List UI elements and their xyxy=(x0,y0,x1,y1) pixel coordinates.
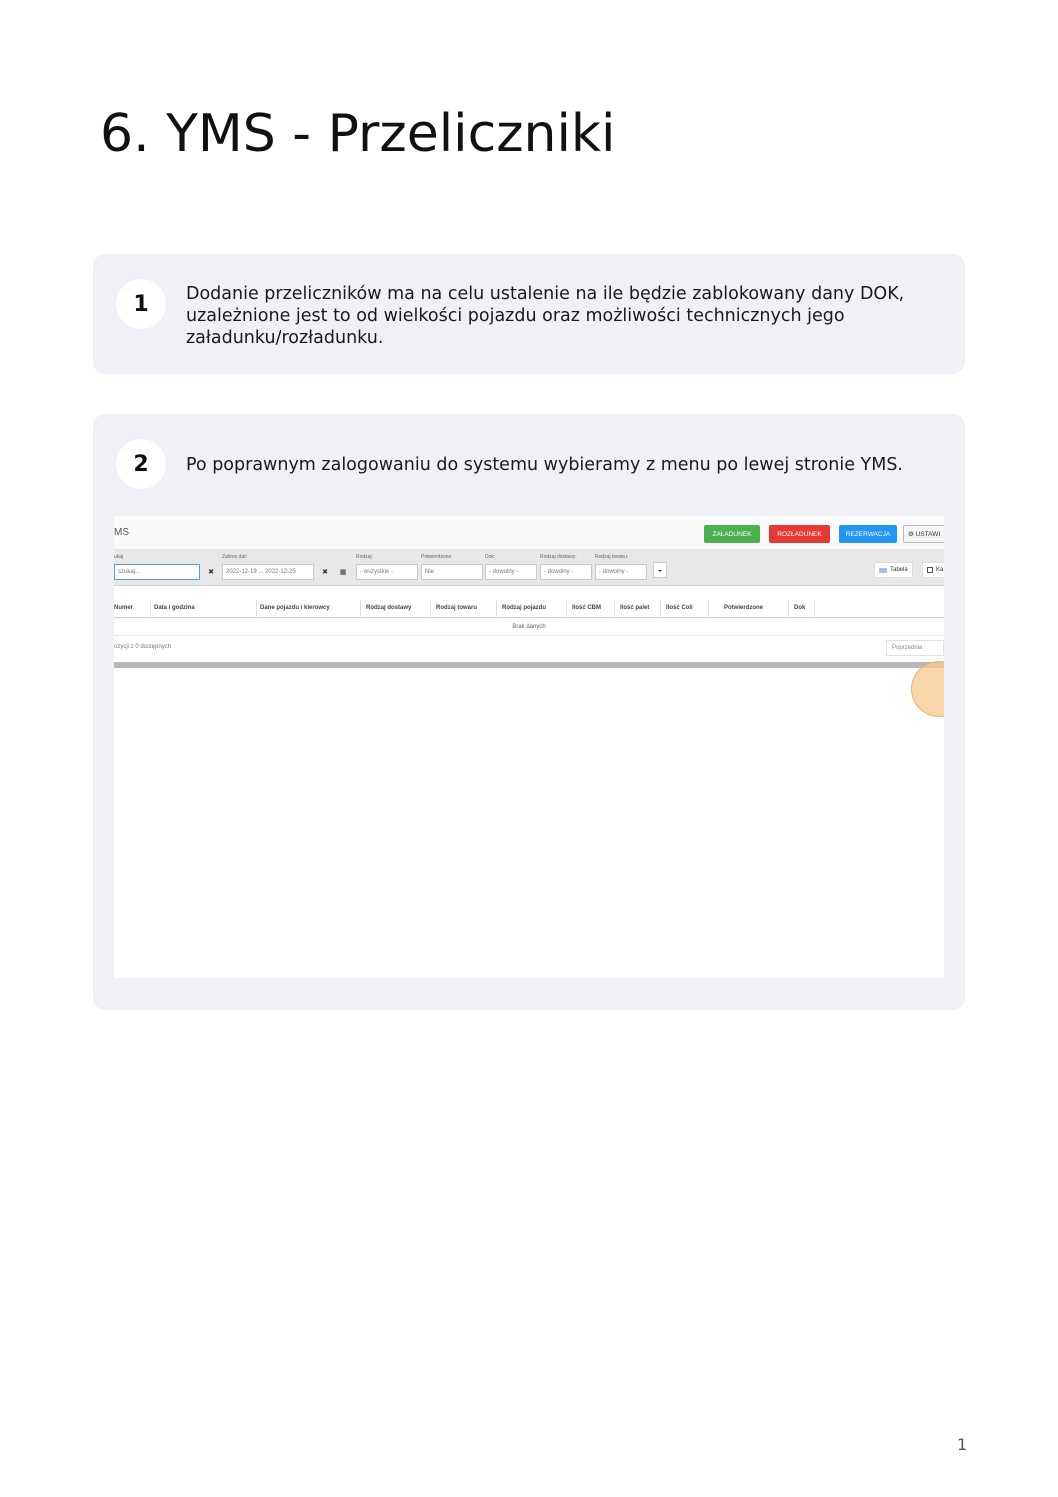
search-label: ukaj xyxy=(114,554,124,560)
goods-type-select[interactable]: - dowolny - xyxy=(595,564,647,580)
calendar-icon[interactable]: ▦ xyxy=(339,569,347,576)
empty-table-message: Brak danych xyxy=(114,618,944,636)
delivery-type-select[interactable]: - dowolny - xyxy=(540,564,592,580)
unloading-button[interactable]: ROZŁADUNEK xyxy=(769,525,830,543)
column-header[interactable]: Ilość CBM xyxy=(572,605,602,611)
view-calendar-label: Ka xyxy=(936,567,944,573)
search-input[interactable]: szukaj... xyxy=(114,564,200,580)
column-header[interactable]: Potwierdzone xyxy=(724,605,764,611)
clear-icon[interactable]: ✖ xyxy=(208,569,214,576)
column-header[interactable]: Ilość Coli xyxy=(666,605,693,611)
column-header[interactable]: Ilość palet xyxy=(620,605,650,611)
column-header[interactable]: Data i godzina xyxy=(154,605,195,611)
app-title: MS xyxy=(114,527,129,538)
step-card-2 xyxy=(93,414,965,1010)
reservation-button[interactable]: REZERWACJA xyxy=(839,525,897,543)
date-range-label: Zakres dat: xyxy=(222,554,248,560)
dock-label: Dok: xyxy=(485,554,496,560)
dock-select[interactable]: - dowolny - xyxy=(485,564,537,580)
column-header[interactable]: Rodzaj towaru xyxy=(436,605,478,611)
view-table-label: Tabela xyxy=(890,567,908,573)
calendar-icon xyxy=(927,567,933,573)
horizontal-scrollbar[interactable] xyxy=(114,662,944,668)
table-icon xyxy=(879,568,887,573)
column-header[interactable]: Dok xyxy=(794,605,806,611)
pager-previous-button[interactable]: Poprzednia xyxy=(886,640,944,656)
date-range-input[interactable]: 2022-12-19 ... 2022-12-25 xyxy=(222,564,314,580)
type-select[interactable]: - wszystkie - xyxy=(356,564,418,580)
page-number: 1 xyxy=(957,1435,968,1454)
clear-icon[interactable]: ✖ xyxy=(322,569,328,576)
screenshot-header xyxy=(114,516,944,550)
cursor-highlight xyxy=(911,661,944,717)
view-table-toggle[interactable] xyxy=(874,562,913,578)
column-header[interactable]: Rodzaj dostawy xyxy=(366,605,412,611)
confirmed-select[interactable]: Nie xyxy=(421,564,483,580)
reset-filters-icon[interactable]: ◒ xyxy=(653,562,667,578)
step-card-1 xyxy=(93,254,965,374)
step-number-badge: 1 xyxy=(116,279,166,329)
yms-screenshot xyxy=(114,516,944,978)
step-description: Dodanie przeliczników ma na celu ustalenie na ile będzie zablokowany dany DOK, uzależnione jest to od wielkości pojazdu oraz możliwości technicznych jego załadunku/rozładunku. xyxy=(186,284,905,348)
column-header[interactable]: Numer xyxy=(114,605,134,611)
loading-button[interactable]: ZAŁADUNEK xyxy=(704,525,760,543)
page-title: 6. YMS - Przeliczniki xyxy=(100,104,616,164)
column-header[interactable]: Rodzaj pojazdu xyxy=(502,605,546,611)
type-label: Rodzaj: xyxy=(356,554,373,560)
column-header[interactable]: Dane pojazdu i kierowcy xyxy=(260,605,330,611)
view-calendar-toggle[interactable] xyxy=(922,562,944,578)
confirmed-label: Potwierdzone: xyxy=(421,554,453,560)
filter-bar xyxy=(114,550,944,586)
goods-type-label: Rodzaj towaru: xyxy=(595,554,629,560)
table-header xyxy=(114,600,944,618)
settings-button[interactable]: ⚙ USTAWI xyxy=(903,525,944,543)
step-number-badge: 2 xyxy=(116,439,166,489)
records-count: ozycji z 0 dostępnych xyxy=(114,644,172,650)
delivery-type-label: Rodzaj dostawy: xyxy=(540,554,577,560)
step-description: Po poprawnym zalogowaniu do systemu wybieramy z menu po lewej stronie YMS. xyxy=(186,455,903,475)
